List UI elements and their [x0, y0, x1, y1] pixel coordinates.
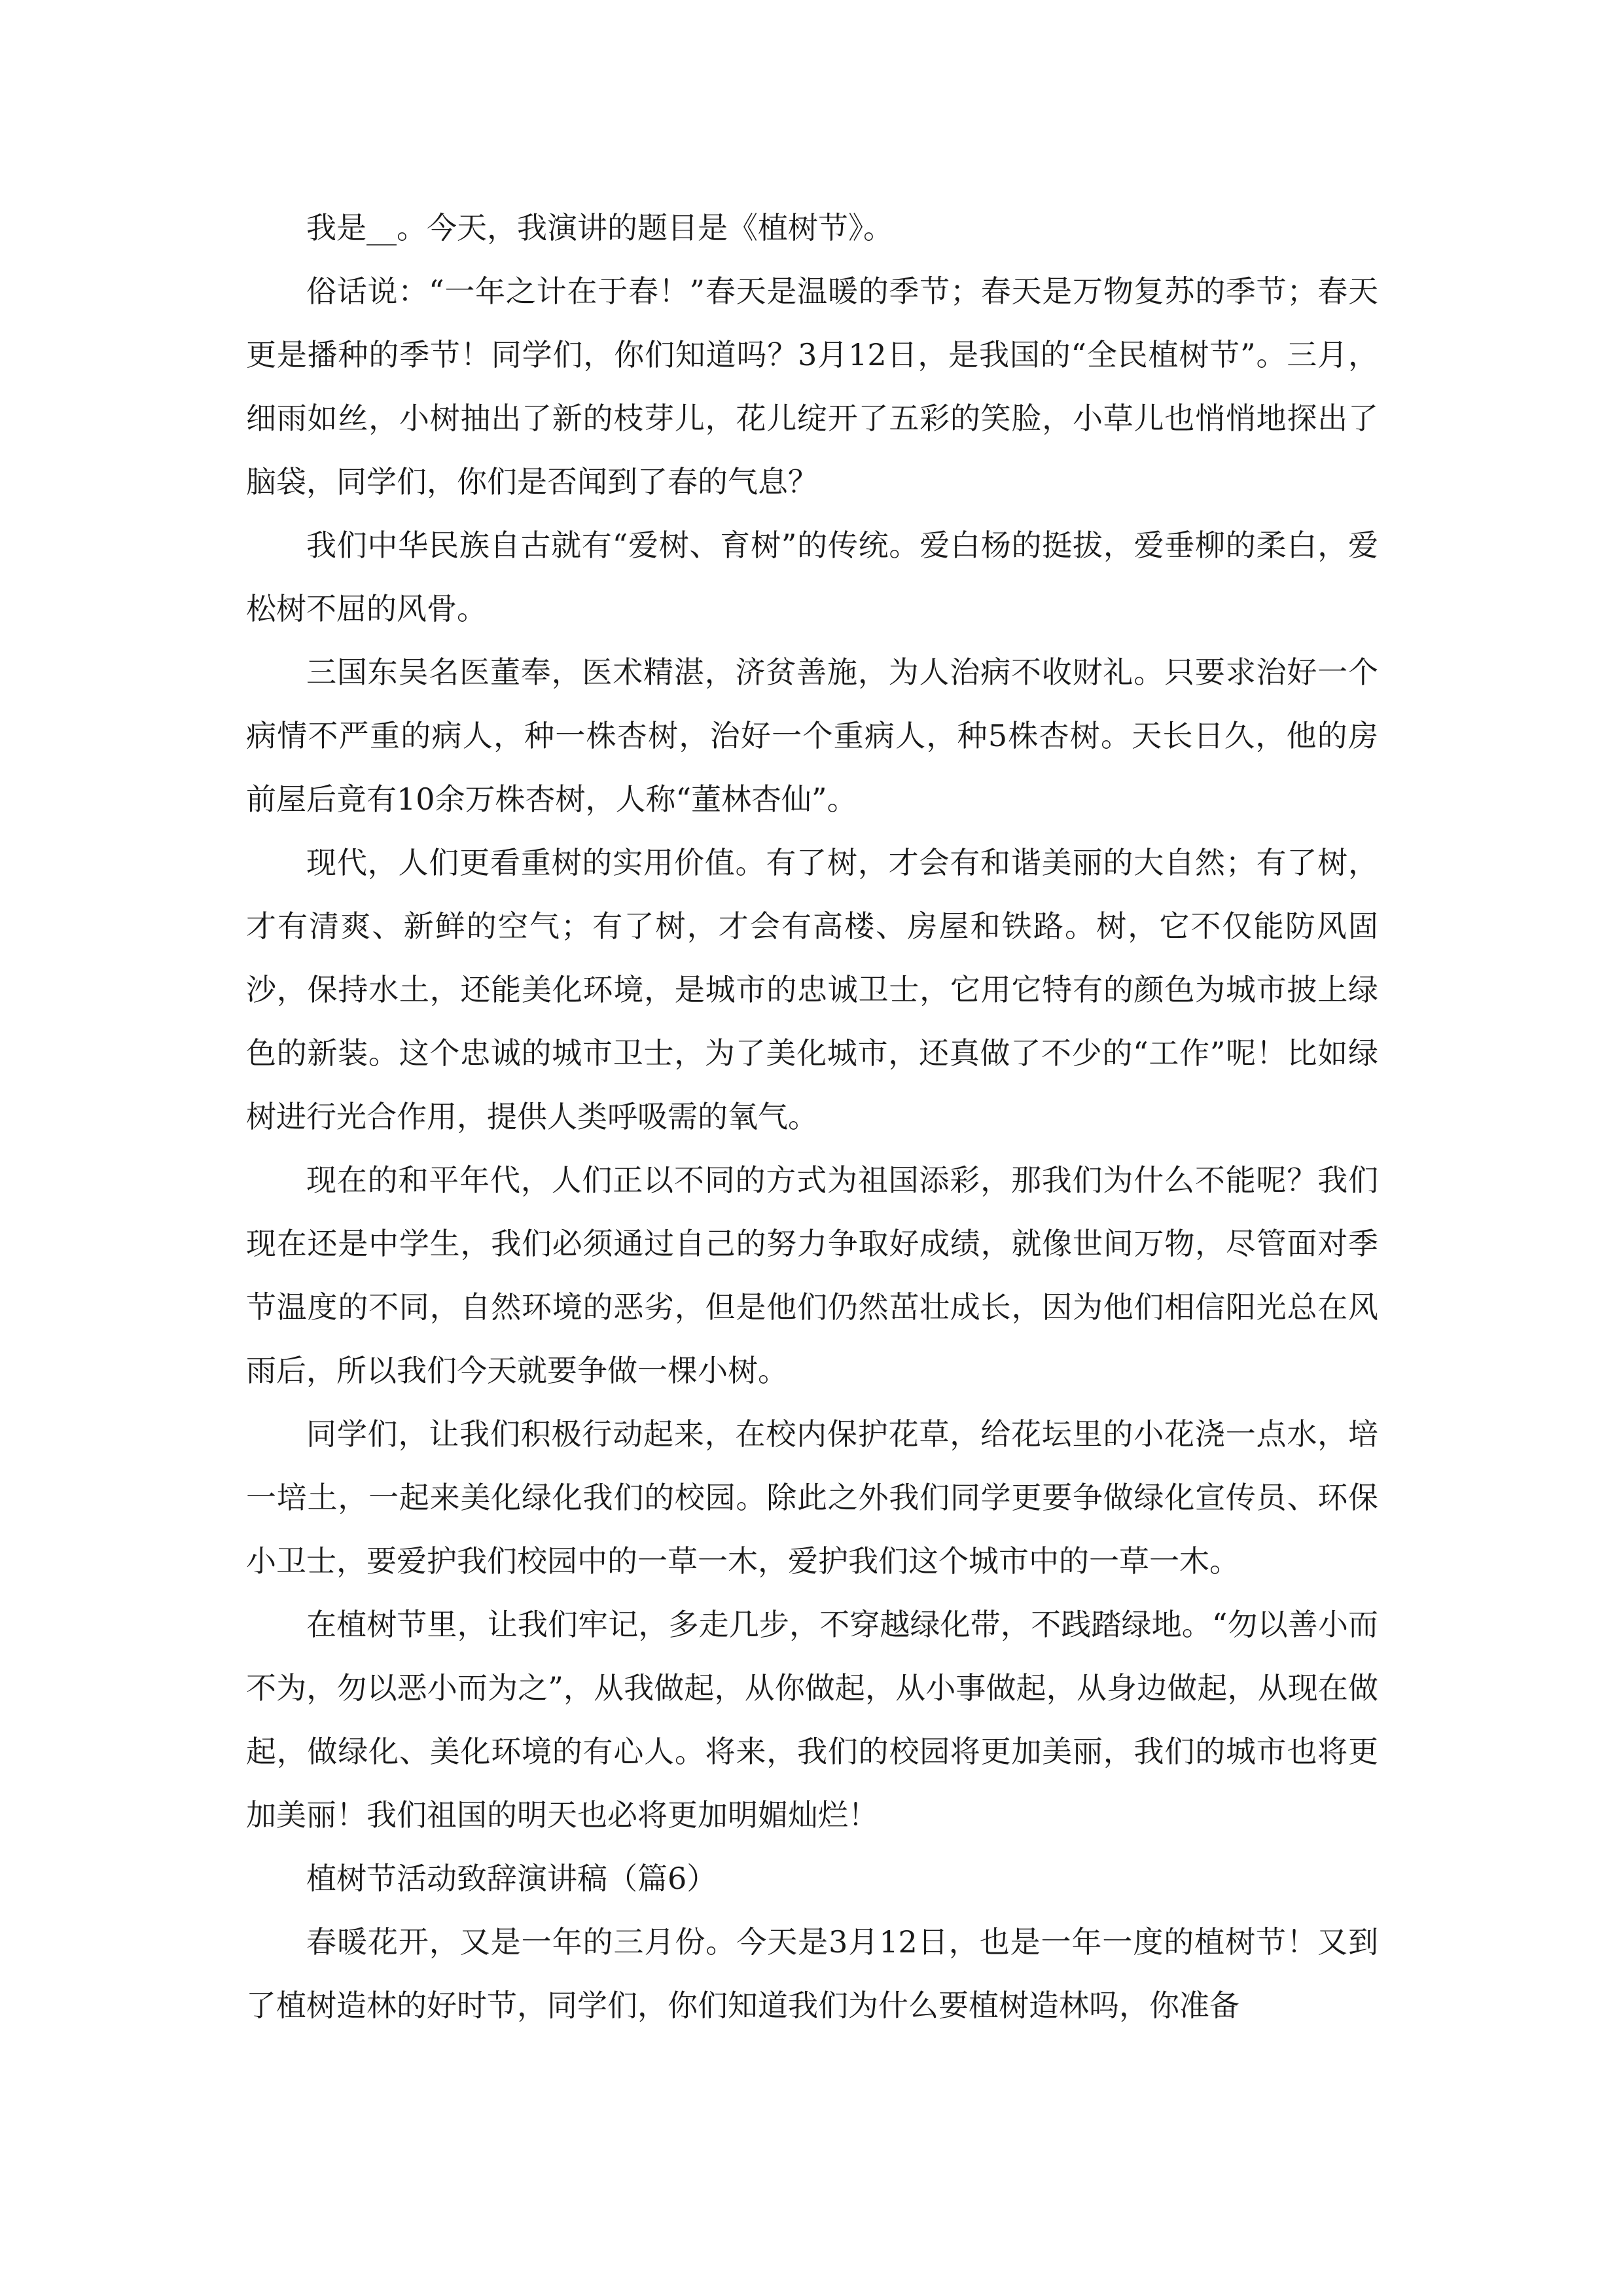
paragraph-spring: 俗话说：“一年之计在于春！”春天是温暖的季节；春天是万物复苏的季节；春天更是播种的季节！同学们，你们知道吗？3月12日，是我国的“全民植树节”。三月，细雨如丝，小树抽出了新的枝芽儿，花儿绽开了五彩的笑脸，小草儿也悄悄地探出了脑袋，同学们，你们是否闻到了春的气息？ [246, 274, 1378, 499]
paragraph-section-6-opening: 春暖花开，又是一年的三月份。今天是3月12日，也是一年一度的植树节！又到了植树造林的好时节，同学们，你们知道我们为什么要植树造林吗，你准备 [246, 1924, 1378, 2023]
paragraph-arbor-day-pledge: 在植树节里，让我们牢记，多走几步，不穿越绿化带，不践踏绿地。“勿以善小而不为，勿以恶小而为之”，从我做起，从你做起，从小事做起，从身边做起，从现在做起，做绿化、美化环境的有心人。将来，我们的校园将更加美丽，我们的城市也将更加美丽！我们祖国的明天也必将更加明媚灿烂！ [246, 1607, 1378, 1833]
paragraph-modern-value: 现代，人们更看重树的实用价值。有了树，才会有和谐美丽的大自然；有了树，才有清爽、新鲜的空气；有了树，才会有高楼、房屋和铁路。树，它不仅能防风固沙，保持水土，还能美化环境，是城市的忠诚卫士，它用它特有的颜色为城市披上绿色的新装。这个忠诚的城市卫士，为了美化城市，还真做了不少的“工作”呢！比如绿树进行光合作用，提供人类呼吸需的氧气。 [246, 845, 1378, 1134]
paragraph-dong-feng: 三国东吴名医董奉，医术精湛，济贫善施，为人治病不收财礼。只要求治好一个病情不严重的病人，种一株杏树，治好一个重病人，种5株杏树。天长日久，他的房前屋后竟有10余万株杏树，人称“董林杏仙”。 [246, 655, 1378, 817]
document-body [246, 196, 1378, 2037]
paragraph-intro: 我是__。今天，我演讲的题目是《植树节》。 [306, 210, 893, 245]
section-heading: 植树节活动致辞演讲稿（篇6） [306, 1861, 717, 1896]
paragraph-peaceful-era: 现在的和平年代，人们正以不同的方式为祖国添彩，那我们为什么不能呢？我们现在还是中学生，我们必须通过自己的努力争取好成绩，就像世间万物，尽管面对季节温度的不同，自然环境的恶劣，但是他们仍然茁壮成长，因为他们相信阳光总在风雨后，所以我们今天就要争做一棵小树。 [246, 1162, 1378, 1388]
paragraph-tradition: 我们中华民族自古就有“爱树、育树”的传统。爱白杨的挺拔，爱垂柳的柔白，爱松树不屈的风骨。 [246, 528, 1378, 626]
paragraph-call-to-action: 同学们，让我们积极行动起来，在校内保护花草，给花坛里的小花浇一点水，培一培土，一起来美化绿化我们的校园。除此之外我们同学更要争做绿化宣传员、环保小卫士，要爱护我们校园中的一草一木，爱护我们这个城市中的一草一木。 [246, 1416, 1378, 1579]
